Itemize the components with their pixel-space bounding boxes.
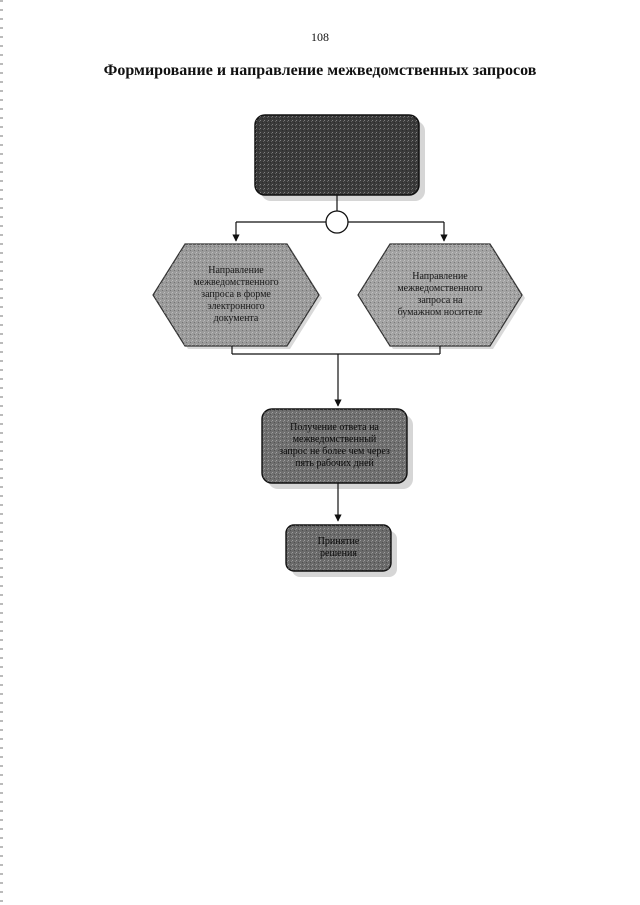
page-number: 108	[311, 30, 329, 44]
flow-node-decision-label: Принятие решения	[317, 536, 360, 559]
page-title: Формирование и направление межведомственных запросов	[103, 62, 537, 79]
flow-node-response-label: Получение ответа на межведомственный запрос не более чем через пять рабочих дней	[279, 422, 390, 469]
flow-node-junction	[326, 211, 348, 233]
edge-merge	[232, 346, 440, 406]
flow-node-paper-label: Направление межведомственного запроса на бумажном носителе	[397, 271, 483, 318]
flow-node-start	[255, 115, 425, 201]
flow-node-electronic-label: Направление межведомственного запроса в форме электронного документа	[193, 265, 279, 324]
